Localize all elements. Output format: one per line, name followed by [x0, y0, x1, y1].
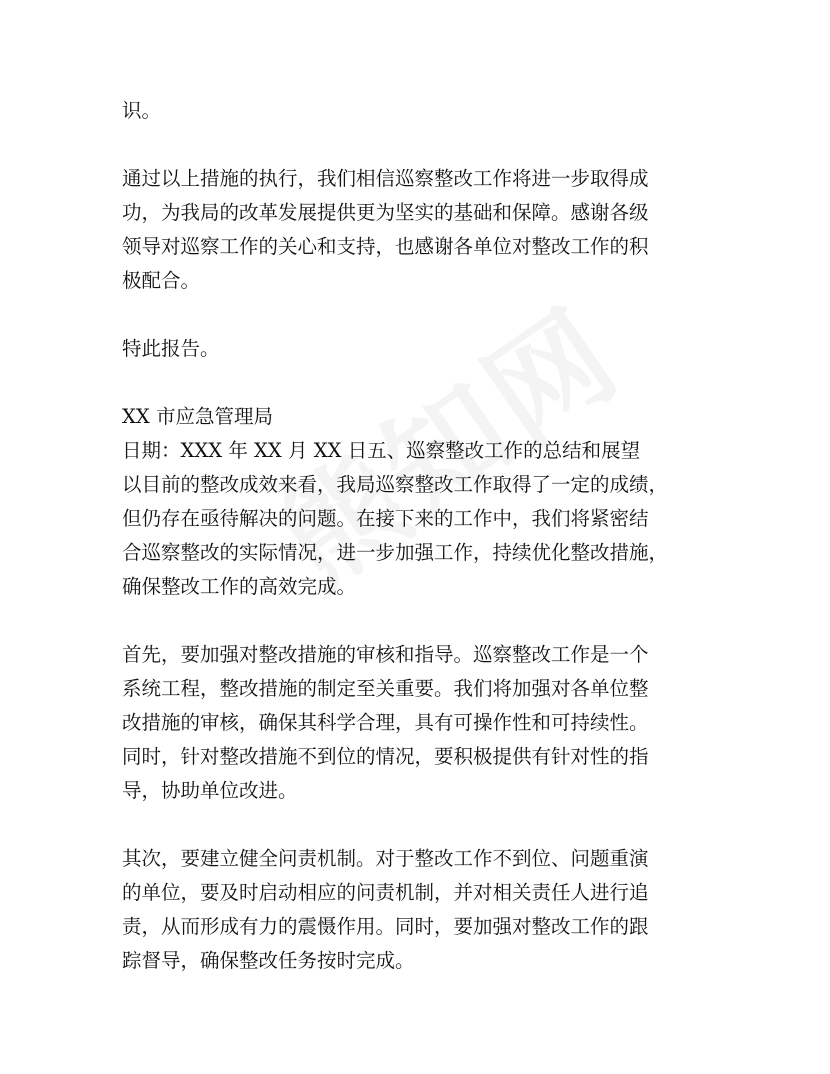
text-line: 改措施的审核，确保其科学合理，具有可操作性和可持续性。: [122, 711, 649, 734]
text-line: 特此报告。: [122, 337, 220, 360]
paragraph-first-measure: [122, 638, 722, 808]
text-line: 识。: [122, 99, 162, 122]
text-line: 的单位，要及时启动相应的问责机制，并对相关责任人进行追: [122, 881, 649, 904]
text-line: 极配合。: [122, 269, 201, 292]
document-page: [122, 94, 722, 978]
text-line: 功，为我局的改革发展提供更为坚实的基础和保障。感谢各级: [122, 201, 649, 224]
date-line: 日期：XXX 年 XX 月 XX 日五、巡察整改工作的总结和展望: [122, 439, 641, 462]
paragraph-signature-and-section: [122, 400, 722, 604]
paragraph-gap: [122, 808, 722, 842]
text-line: 其次，要建立健全问责机制。对于整改工作不到位、问题重演: [122, 847, 649, 870]
paragraph-closing-fragment: [122, 94, 722, 128]
text-line: 首先，要加强对整改措施的审核和指导。巡察整改工作是一个: [122, 643, 649, 666]
text-line: 同时，针对整改措施不到位的情况，要积极提供有针对性的指: [122, 745, 649, 768]
paragraph-gap: [122, 604, 722, 638]
text-line: 系统工程，整改措施的制定至关重要。我们将加强对各单位整: [122, 677, 649, 700]
paragraph-gap: [122, 298, 722, 332]
text-line: 确保整改工作的高效完成。: [122, 575, 357, 598]
paragraph-second-measure: [122, 842, 722, 978]
issuer-line: XX 市应急管理局: [122, 405, 273, 428]
text-line: 踪督导，确保整改任务按时完成。: [122, 949, 415, 972]
paragraph-sign-off: [122, 332, 722, 366]
text-line: 合巡察整改的实际情况，进一步加强工作，持续优化整改措施，: [122, 541, 669, 564]
text-line: 通过以上措施的执行，我们相信巡察整改工作将进一步取得成: [122, 167, 649, 190]
text-line: 但仍存在亟待解决的问题。在接下来的工作中，我们将紧密结: [122, 507, 649, 530]
text-line: 导，协助单位改进。: [122, 779, 298, 802]
paragraph-gap: [122, 128, 722, 162]
paragraph-conclusion: [122, 162, 722, 298]
text-line: 责，从而形成有力的震慑作用。同时，要加强对整改工作的跟: [122, 915, 649, 938]
paragraph-gap: [122, 366, 722, 400]
text-line: 以目前的整改成效来看，我局巡察整改工作取得了一定的成绩，: [122, 473, 669, 496]
text-line: 领导对巡察工作的关心和支持，也感谢各单位对整改工作的积: [122, 235, 649, 258]
